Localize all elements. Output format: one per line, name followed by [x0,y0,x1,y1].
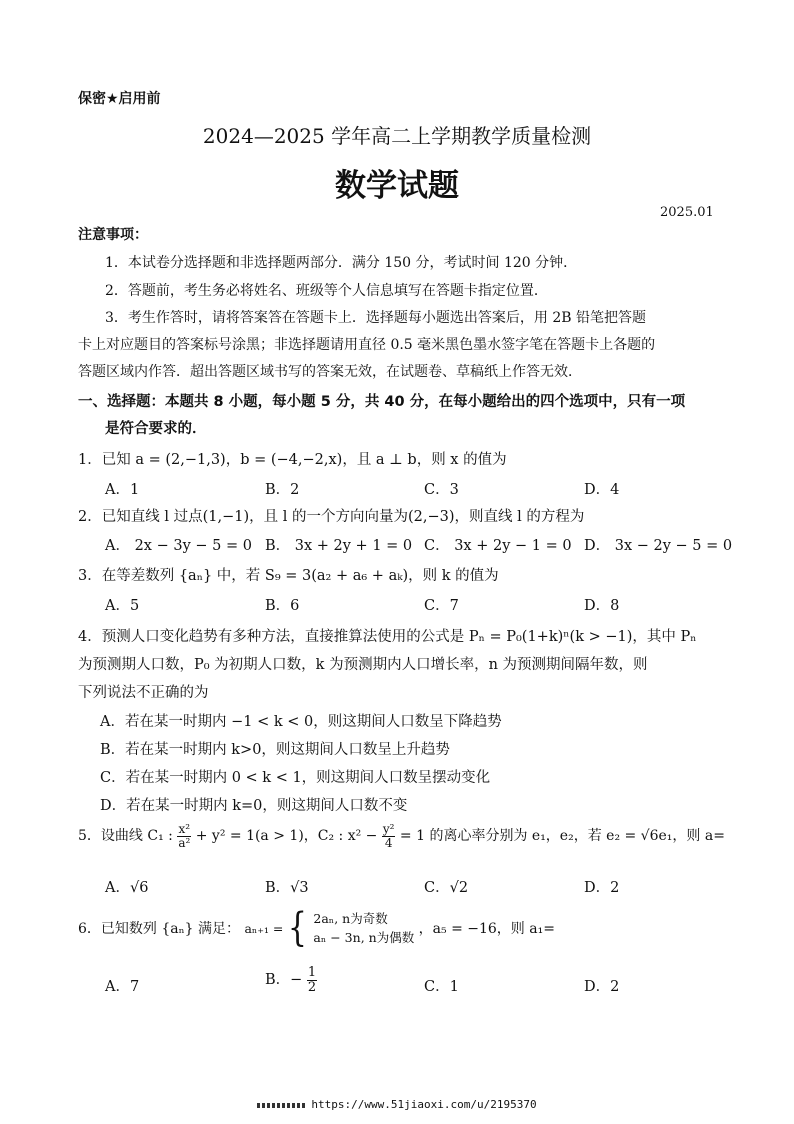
q5-option-c: C．√2 [424,880,469,896]
q1-option-b: B．2 [265,482,300,498]
q6-case-odd: 2aₙ, n为奇数 [313,911,388,926]
q5-stem-middle: + y² = 1(a > 1)，C₂ : x² − [195,828,378,845]
exam-title: 2024—2025 学年高二上学期教学质量检测 [202,124,592,148]
q5-fraction-1 [177,823,191,849]
q2-option-a: A． 2x − 3y − 5 = 0 [105,538,252,554]
q5-option-d: D．2 [584,880,620,896]
q5-option-a: A．√6 [105,880,149,896]
q6-option-b-fraction [307,966,317,994]
q1-option-c: C．3 [424,482,459,498]
note-item-2: 2．答题前，考生务必将姓名、班级等个人信息填写在答题卡指定位置． [105,283,548,299]
q5-fraction-2 [382,823,396,849]
confidential-label: 保密★启用前 [78,91,161,107]
q1-option-a: A．1 [105,482,140,498]
left-brace-symbol: { [287,905,307,951]
q6-stem-suffix: ，a₅ = −16，则 a₁= [418,920,555,937]
q4-option-d: D．若在某一时期内 k=0，则这期间人口数不变 [100,798,408,814]
q4-stem-line-1: 4．预测人口变化趋势有多种方法，直接推算法使用的公式是 Pₙ = P₀(1+k)ⁿ(k > −1)，其中 Pₙ [78,629,697,645]
q4-option-c: C．若在某一时期内 0 < k < 1，则这期间人口数呈摆动变化 [100,770,491,786]
q6-option-b [265,966,317,994]
q6-recurrence-lhs: aₙ₊₁ = [244,920,284,936]
q5-fraction-2-denominator: 4 [384,835,393,850]
q6-case-even: aₙ − 3n, n为偶数 [313,929,415,945]
note-item-3-line-3: 答题区域内作答．超出答题区域书写的答案无效，在试题卷、草稿纸上作答无效． [78,364,582,380]
note-item-3-line-1: 3．考生作答时，请将答案答在答题卡上．选择题每小题选出答案后，用 2B 铅笔把答题 [105,310,647,326]
q6-option-b-numerator: 1 [307,965,317,980]
q6-option-b-prefix: B．− [265,972,303,989]
q1-option-d: D．4 [584,482,620,498]
q6-option-d: D．2 [584,979,620,995]
q4-option-a: A．若在某一时期内 −1 < k < 0，则这期间人口数呈下降趋势 [100,714,502,730]
q4-option-b: B．若在某一时期内 k>0，则这期间人口数呈上升趋势 [100,742,450,758]
subject-title: 数学试题 [335,168,459,204]
q5-fraction-1-numerator: x² [178,822,191,836]
q2-option-c: C． 3x + 2y − 1 = 0 [424,538,572,554]
q2-option-d: D． 3x − 2y − 5 = 0 [584,538,733,554]
q6-cases [313,910,414,948]
q1-stem: 1．已知 a = (2,−1,3)，b = (−4,−2,x)，且 a ⊥ b，则 x 的值为 [78,452,507,468]
q3-option-c: C．7 [424,598,459,614]
footer-url-text[interactable]: https://www.51jiaoxi.com/u/2195370 [311,1098,537,1111]
q3-option-a: A．5 [105,598,140,614]
q5-option-b: B．√3 [265,880,309,896]
q3-option-b: B．6 [265,598,300,614]
exam-date: 2025.01 [660,205,714,220]
footer-url[interactable] [0,1098,794,1111]
q6-stem-prefix: 6．已知数列 {aₙ} 满足： [78,920,241,937]
q5-stem [78,823,725,849]
footer-logo-mark [257,1103,305,1108]
q2-stem: 2．已知直线 l 过点(1,−1)，且 l 的一个方向向量为(2,−3)，则直线 l 的方程为 [78,509,585,525]
note-item-3-line-2: 卡上对应题目的答案标号涂黑；非选择题请用直径 0.5 毫米黑色墨水签字笔在答题卡上各题的 [78,337,656,353]
q2-option-b: B． 3x + 2y + 1 = 0 [265,538,413,554]
q3-option-d: D．8 [584,598,620,614]
q5-fraction-1-denominator: a² [178,835,191,850]
q6-option-a: A．7 [105,979,140,995]
q6-stem [78,905,555,951]
q4-stem-line-2: 为预测期人口数，P₀ 为初期人口数，k 为预测期内人口增长率，n 为预测期间隔年数，则 [78,657,648,673]
section1-heading-line-2: 是符合要求的． [105,421,207,437]
q3-stem: 3．在等差数列 {aₙ} 中，若 S₉ = 3(a₂ + a₆ + aₖ)，则 k 的值为 [78,568,499,584]
note-item-1: 1．本试卷分选择题和非选择题两部分．满分 150 分，考试时间 120 分钟． [105,255,578,271]
section1-heading-line-1: 一、选择题：本题共 8 小题，每小题 5 分，共 40 分，在每小题给出的四个选项中，只有一项 [78,394,686,410]
q6-option-b-denominator: 2 [307,979,317,995]
q6-option-c: C．1 [424,979,459,995]
q5-fraction-2-numerator: y² [382,822,395,836]
notes-heading: 注意事项： [78,227,148,243]
q5-stem-suffix: = 1 的离心率分别为 e₁，e₂，若 e₂ = √6e₁，则 a= [399,828,725,845]
q4-stem-line-3: 下列说法不正确的为 [78,685,209,701]
q5-stem-prefix: 5．设曲线 C₁ : [78,828,173,845]
